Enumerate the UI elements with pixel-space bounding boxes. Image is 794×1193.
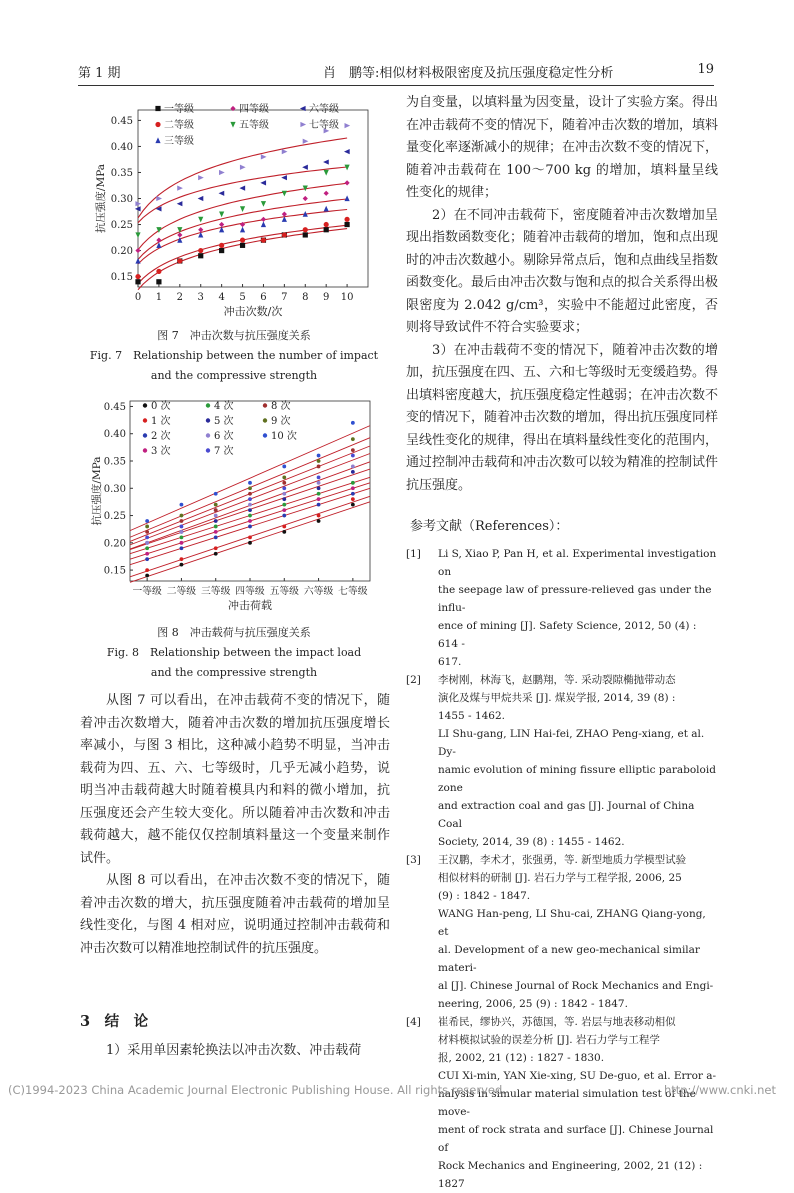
data-point xyxy=(145,530,149,534)
data-point xyxy=(351,465,355,469)
legend-marker xyxy=(143,403,147,407)
reference-item xyxy=(406,671,718,851)
data-point xyxy=(198,248,203,253)
y-tick-label: 0.35 xyxy=(103,456,126,468)
legend-label: 3 次 xyxy=(151,446,171,457)
reference-line: and extraction coal and gas [J]. Journal of China Coal xyxy=(438,800,695,830)
data-point xyxy=(198,196,204,201)
data-point xyxy=(180,514,184,518)
legend-label: 9 次 xyxy=(271,416,291,427)
reference-line: 王汉鹏，李术才，张强勇，等. 新型地质力学模型试验 xyxy=(438,854,687,866)
data-point xyxy=(180,503,184,507)
data-point xyxy=(248,541,252,545)
data-point xyxy=(324,206,329,212)
y-tick-label: 0.15 xyxy=(103,565,126,577)
data-point xyxy=(248,508,252,512)
figure-8-caption-cn: 图 8 冲击载荷与抗压强度关系 xyxy=(157,626,311,639)
legend-label: 三等级 xyxy=(164,136,194,147)
reference-line: Society, 2014, 39 (8) : 1455 - 1462. xyxy=(438,836,625,848)
reference-number: [1] xyxy=(406,548,421,560)
data-point xyxy=(145,525,149,529)
legend-marker xyxy=(143,448,147,452)
x-tick-label: 6 xyxy=(260,292,267,303)
x-tick-label: 5 xyxy=(239,292,246,303)
data-point xyxy=(248,514,252,518)
x-axis-label: 冲击荷载 xyxy=(228,599,272,612)
data-point xyxy=(303,232,308,237)
running-title: 肖 鹏等:相似材料极限密度及抗压强度稳定性分析 xyxy=(323,66,614,81)
figure-8-caption-en-1: Fig. 8 Relationship between the impact load xyxy=(106,646,362,659)
reference-line: WANG Han-peng, LI Shu-cai, ZHANG Qiang-yong, et xyxy=(438,908,706,938)
data-point xyxy=(282,508,286,512)
figure-7-chart xyxy=(88,95,378,325)
data-point xyxy=(135,248,140,253)
conclusion-paragraph-3: 3）在冲击载荷不变的情况下，随着冲击次数的增加，抗压强度在四、五、六和七等级时无变缓趋势。得出填料密度越大，抗压强度稳定性越弱；在冲击次数不变的情况下，随着冲击次数的增加，得出抗压强度同样呈线性变化的规律，得出在填料量线性变化的范围内，通过控制冲击载荷和冲击次数可以较为精准的控制试件抗压强度。 xyxy=(406,342,719,493)
legend-label: 一等级 xyxy=(164,104,194,115)
legend-marker xyxy=(155,122,160,127)
data-point xyxy=(261,238,266,243)
data-point xyxy=(219,212,224,218)
y-tick-label: 0.30 xyxy=(103,483,126,495)
data-point xyxy=(145,535,149,539)
data-point xyxy=(135,258,140,264)
issue-label: 第 1 期 xyxy=(78,66,121,81)
x-tick-label: 9 xyxy=(322,292,330,303)
conclusion-paragraph-1-cont: 为自变量，以填料量为因变量，设计了实验方案。得出在冲击载荷不变的情况下，随着冲击次数的增加，填料量变化率逐渐减小的规律；在冲击次数不变的情况下，随着冲击载荷在 100～700 kg 的增加，填料量呈线性变化的规律； xyxy=(406,95,719,200)
legend-label: 0 次 xyxy=(151,401,171,412)
figure-8-caption xyxy=(78,623,390,683)
legend-label: 六等级 xyxy=(309,104,339,115)
figure-7-caption-cn: 图 7 冲击次数与抗压强度关系 xyxy=(157,329,311,342)
data-point xyxy=(240,243,245,248)
data-point xyxy=(261,154,267,159)
legend-label: 4 次 xyxy=(214,401,234,412)
data-point xyxy=(351,481,355,485)
y-axis-label: 抗压强度/MPa xyxy=(95,163,107,234)
data-point xyxy=(317,519,321,523)
legend-marker xyxy=(206,418,210,422)
data-point xyxy=(351,497,355,501)
data-point xyxy=(135,232,140,238)
data-point xyxy=(219,222,224,227)
y-tick-label: 0.25 xyxy=(103,511,126,523)
data-point xyxy=(145,546,149,550)
data-point xyxy=(135,274,140,279)
data-point xyxy=(351,437,355,441)
data-point xyxy=(344,217,349,222)
reference-line: namic evolution of mining fissure elliptic paraboloid zone xyxy=(438,764,716,794)
legend-label: 1 次 xyxy=(151,416,171,427)
reference-line: 相似材料的研制 [J]. 岩石力学与工程学报, 2006, 25 xyxy=(438,872,682,884)
data-point xyxy=(324,170,329,176)
reference-line: 崔希民，缪协兴，苏德国，等. 岩层与地表移动相似 xyxy=(438,1016,676,1028)
y-tick-label: 0.40 xyxy=(110,141,133,153)
reference-line: CUI Xi-min, YAN Xie-xing, SU De-guo, et al. Error a- xyxy=(438,1070,717,1082)
x-tick-label: 六等级 xyxy=(303,586,334,597)
legend-marker xyxy=(263,403,267,407)
data-point xyxy=(198,253,203,258)
data-point xyxy=(248,519,252,523)
reference-line: al. Development of a new geo-mechanical similar materi- xyxy=(438,944,700,974)
data-point xyxy=(156,196,162,201)
paragraph-fig7-analysis: 从图 7 可以看出，在冲击载荷不变的情况下，随着冲击次数增大，随着冲击次数的增加抗压强度增长率减小，与图 3 相比，这种减小趋势不明显，当冲击载荷为四、五、六、七等级时，几乎无减小趋势，说明当冲击载荷越大时随着模具内和料的微小增加，抗压强度还会产生较大变化。所以随着冲击次数和冲击载荷越大，越不能仅仅控制填料量这一个变量来制作试件。 xyxy=(80,693,390,866)
data-point xyxy=(214,535,218,539)
data-point xyxy=(214,514,218,518)
x-tick-label: 4 xyxy=(218,292,225,303)
figure-7-caption xyxy=(78,326,390,386)
data-point xyxy=(180,557,184,561)
data-point xyxy=(219,243,224,248)
y-tick-label: 0.25 xyxy=(110,220,133,232)
data-point xyxy=(219,191,225,196)
x-tick-label: 七等级 xyxy=(338,586,368,597)
data-point xyxy=(240,165,246,170)
data-point xyxy=(248,492,252,496)
data-point xyxy=(282,149,288,154)
legend-marker xyxy=(143,433,147,437)
y-tick-label: 0.45 xyxy=(103,401,126,413)
x-tick-label: 3 xyxy=(197,292,204,303)
data-point xyxy=(145,568,149,572)
y-tick-label: 0.30 xyxy=(110,194,133,205)
conclusion-start-text xyxy=(80,1040,390,1063)
right-body-text xyxy=(406,92,718,497)
reference-line: 李树刚，林海飞，赵鹏翔，等. 采动裂隙椭抛带动态 xyxy=(438,674,676,686)
copyright-text: (C)1994-2023 China Academic Journal Electronic Publishing House. All rights reserved. xyxy=(8,1083,506,1097)
x-tick-label: 四等级 xyxy=(235,586,265,597)
data-point xyxy=(323,159,329,164)
fit-curve xyxy=(138,138,347,218)
x-axis-label: 冲击次数/次 xyxy=(223,305,283,318)
data-point xyxy=(282,497,286,501)
x-tick-label: 一等级 xyxy=(132,586,162,597)
data-point xyxy=(282,514,286,518)
data-point xyxy=(344,149,350,154)
reference-line: 报, 2002, 21 (12) : 1827 - 1830. xyxy=(438,1052,605,1064)
data-point xyxy=(303,227,308,232)
data-point xyxy=(198,175,204,180)
conclusion-paragraph-2: 2）在不同冲击载荷下，密度随着冲击次数增加呈现出指数函数变化；随着冲击载荷的增加，饱和点出现时的冲击次数越小。剔除异常点后，饱和点曲线呈指数函数变化。最后由冲击次数与饱和点的拟合关系得出极限密度为 2.042 g/cm³，实验中不能超过此密度，否则将导致试件不符合实验要求； xyxy=(406,207,719,335)
reference-line: Li S, Xiao P, Pan H, et al. Experimental investigation on xyxy=(438,548,717,578)
data-point xyxy=(303,139,309,144)
footer-url: http://www.cnki.net xyxy=(663,1083,776,1097)
data-point xyxy=(145,557,149,561)
reference-line: ment of rock strata and surface [J]. Chinese Journal of xyxy=(438,1124,714,1154)
legend-marker xyxy=(300,122,306,127)
legend-label: 8 次 xyxy=(271,401,291,412)
data-point xyxy=(317,481,321,485)
reference-item xyxy=(406,1013,718,1193)
reference-line: the seepage law of pressure-relieved gas under the influ- xyxy=(438,584,712,614)
legend-marker xyxy=(230,122,235,128)
legend-marker xyxy=(143,418,147,422)
reference-line: LI Shu-gang, LIN Hai-fei, ZHAO Peng-xiang, et al. Dy- xyxy=(438,728,705,758)
data-point xyxy=(240,227,245,233)
data-point xyxy=(317,492,321,496)
y-tick-label: 0.45 xyxy=(110,115,133,127)
data-point xyxy=(240,206,245,212)
y-tick-label: 0.35 xyxy=(110,167,133,179)
data-point xyxy=(214,530,218,534)
legend-marker xyxy=(263,418,267,422)
x-tick-label: 1 xyxy=(155,292,163,303)
data-point xyxy=(198,217,203,223)
figure-7-caption-en-2: and the compressive strength xyxy=(150,369,318,382)
data-point xyxy=(351,454,355,458)
data-point xyxy=(317,459,321,463)
data-point xyxy=(351,421,355,425)
data-point xyxy=(302,165,308,170)
data-point xyxy=(351,448,355,452)
data-point xyxy=(317,486,321,490)
y-axis-label: 抗压强度/MPa xyxy=(91,456,103,526)
data-point xyxy=(324,222,329,227)
data-point xyxy=(317,503,321,507)
legend-label: 二等级 xyxy=(164,120,194,131)
legend-marker xyxy=(206,448,210,452)
x-tick-label: 五等级 xyxy=(269,586,299,597)
data-point xyxy=(248,497,252,501)
data-point xyxy=(282,492,286,496)
reference-line: neering, 2006, 25 (9) : 1842 - 1847. xyxy=(438,998,628,1010)
data-point xyxy=(248,481,252,485)
legend-marker xyxy=(206,403,210,407)
x-tick-label: 10 xyxy=(340,292,354,303)
data-point xyxy=(248,535,252,539)
reference-line: 材料模拟试验的误差分析 [J]. 岩石力学与工程学 xyxy=(438,1034,660,1046)
reference-line: ence of mining [J]. Safety Science, 2012, 50 (4) : 614 - xyxy=(438,620,697,650)
reference-number: [4] xyxy=(406,1016,421,1028)
header-rule xyxy=(78,85,714,86)
legend-marker xyxy=(263,433,267,437)
reference-line: Rock Mechanics and Engineering, 2002, 21 (12) : 1827 xyxy=(438,1160,703,1190)
data-point xyxy=(177,258,182,263)
legend-marker xyxy=(155,106,160,111)
figure-8-caption-en-2: and the compressive strength xyxy=(150,666,318,679)
reference-number: [3] xyxy=(406,854,421,866)
section-heading-conclusion: 3 结 论 xyxy=(80,1013,149,1030)
data-point xyxy=(282,530,286,534)
data-point xyxy=(214,546,218,550)
legend-label: 10 次 xyxy=(271,431,297,442)
data-point xyxy=(282,232,287,237)
data-point xyxy=(180,519,184,523)
y-tick-label: 0.15 xyxy=(110,272,133,284)
data-point xyxy=(324,227,329,232)
reference-item xyxy=(406,851,718,1013)
y-tick-label: 0.40 xyxy=(103,429,126,441)
x-tick-label: 8 xyxy=(302,292,309,303)
data-point xyxy=(240,238,245,243)
data-point xyxy=(156,269,161,274)
data-point xyxy=(177,185,183,190)
references-heading: 参考文献（References）： xyxy=(410,519,569,534)
legend-label: 2 次 xyxy=(151,431,171,442)
data-point xyxy=(214,552,218,556)
legend-marker xyxy=(206,433,210,437)
legend-marker xyxy=(155,137,160,143)
data-point xyxy=(282,475,286,479)
y-tick-label: 0.20 xyxy=(110,246,133,258)
data-point xyxy=(145,541,149,545)
data-point xyxy=(180,535,184,539)
data-point xyxy=(180,530,184,534)
reference-line: 演化及煤与甲烷共采 [J]. 煤炭学报, 2014, 39 (8) : xyxy=(438,692,676,704)
figure-7-caption-en-1: Fig. 7 Relationship between the number of impact xyxy=(89,349,379,362)
x-tick-label: 7 xyxy=(281,292,288,303)
data-point xyxy=(248,503,252,507)
data-point xyxy=(219,248,224,253)
reference-number: [2] xyxy=(406,674,421,686)
data-point xyxy=(351,470,355,474)
data-point xyxy=(214,492,218,496)
data-point xyxy=(303,196,308,201)
data-point xyxy=(156,238,161,243)
reference-line: 617. xyxy=(438,656,462,668)
reference-item xyxy=(406,545,718,671)
data-point xyxy=(261,217,266,222)
x-tick-label: 二等级 xyxy=(166,586,197,597)
legend-label: 七等级 xyxy=(309,120,339,131)
data-point xyxy=(180,546,184,550)
data-point xyxy=(239,185,245,190)
data-point xyxy=(248,525,252,529)
data-point xyxy=(282,465,286,469)
legend-label: 5 次 xyxy=(214,416,234,427)
page-number: 19 xyxy=(697,62,714,77)
data-point xyxy=(282,525,286,529)
data-point xyxy=(317,475,321,479)
data-point xyxy=(156,279,161,284)
y-tick-label: 0.20 xyxy=(103,538,126,550)
data-point xyxy=(317,454,321,458)
data-point xyxy=(145,552,149,556)
legend-label: 五等级 xyxy=(239,120,269,131)
data-point xyxy=(282,486,286,490)
data-point xyxy=(180,525,184,529)
data-point xyxy=(145,574,149,578)
data-point xyxy=(344,180,349,185)
data-point xyxy=(248,486,252,490)
legend-label: 6 次 xyxy=(214,431,234,442)
data-point xyxy=(214,525,218,529)
data-point xyxy=(282,503,286,507)
data-point xyxy=(261,221,266,227)
data-point xyxy=(351,503,355,507)
data-point xyxy=(260,180,266,185)
data-point xyxy=(180,541,184,545)
data-point xyxy=(344,222,349,227)
data-point xyxy=(317,497,321,501)
data-point xyxy=(344,123,350,128)
legend-label: 7 次 xyxy=(214,446,234,457)
data-point xyxy=(261,201,266,207)
data-point xyxy=(214,519,218,523)
reference-line: (9) : 1842 - 1847. xyxy=(438,890,531,902)
x-tick-label: 0 xyxy=(134,292,142,303)
data-point xyxy=(351,486,355,490)
x-tick-label: 三等级 xyxy=(201,586,231,597)
conclusion-paragraph-1: 1）采用单因素轮换法以冲击次数、冲击载荷 xyxy=(106,1043,362,1058)
data-point xyxy=(317,514,321,518)
data-point xyxy=(324,191,329,196)
data-point xyxy=(317,465,321,469)
legend-label: 四等级 xyxy=(239,104,269,115)
data-point xyxy=(135,279,140,284)
reference-line: nalysis in simular material simulation test of the move- xyxy=(438,1088,696,1118)
data-point xyxy=(281,175,287,180)
data-point xyxy=(219,170,225,175)
data-point xyxy=(145,519,149,523)
plot-frame xyxy=(130,401,370,581)
x-tick-label: 2 xyxy=(176,292,184,303)
reference-line: al [J]. Chinese Journal of Rock Mechanics and Engi- xyxy=(438,980,714,992)
data-point xyxy=(344,195,349,201)
figure-8-chart xyxy=(88,393,378,615)
data-point xyxy=(282,191,287,197)
data-point xyxy=(180,563,184,567)
data-point xyxy=(214,508,218,512)
data-point xyxy=(177,201,183,206)
reference-line: 1455 - 1462. xyxy=(438,710,506,722)
left-body-text xyxy=(80,690,390,960)
paragraph-fig8-analysis: 从图 8 可以看出，在冲击次数不变的情况下，随着冲击次数的增大，抗压强度随着冲击载荷的增加呈线性变化，与图 4 相对应，说明通过控制冲击载荷和冲击次数可以精准地控制试件的抗压强度。 xyxy=(80,873,390,956)
data-point xyxy=(282,481,286,485)
fit-curve xyxy=(138,225,347,283)
data-point xyxy=(214,503,218,507)
running-header xyxy=(78,62,714,82)
data-point xyxy=(351,492,355,496)
